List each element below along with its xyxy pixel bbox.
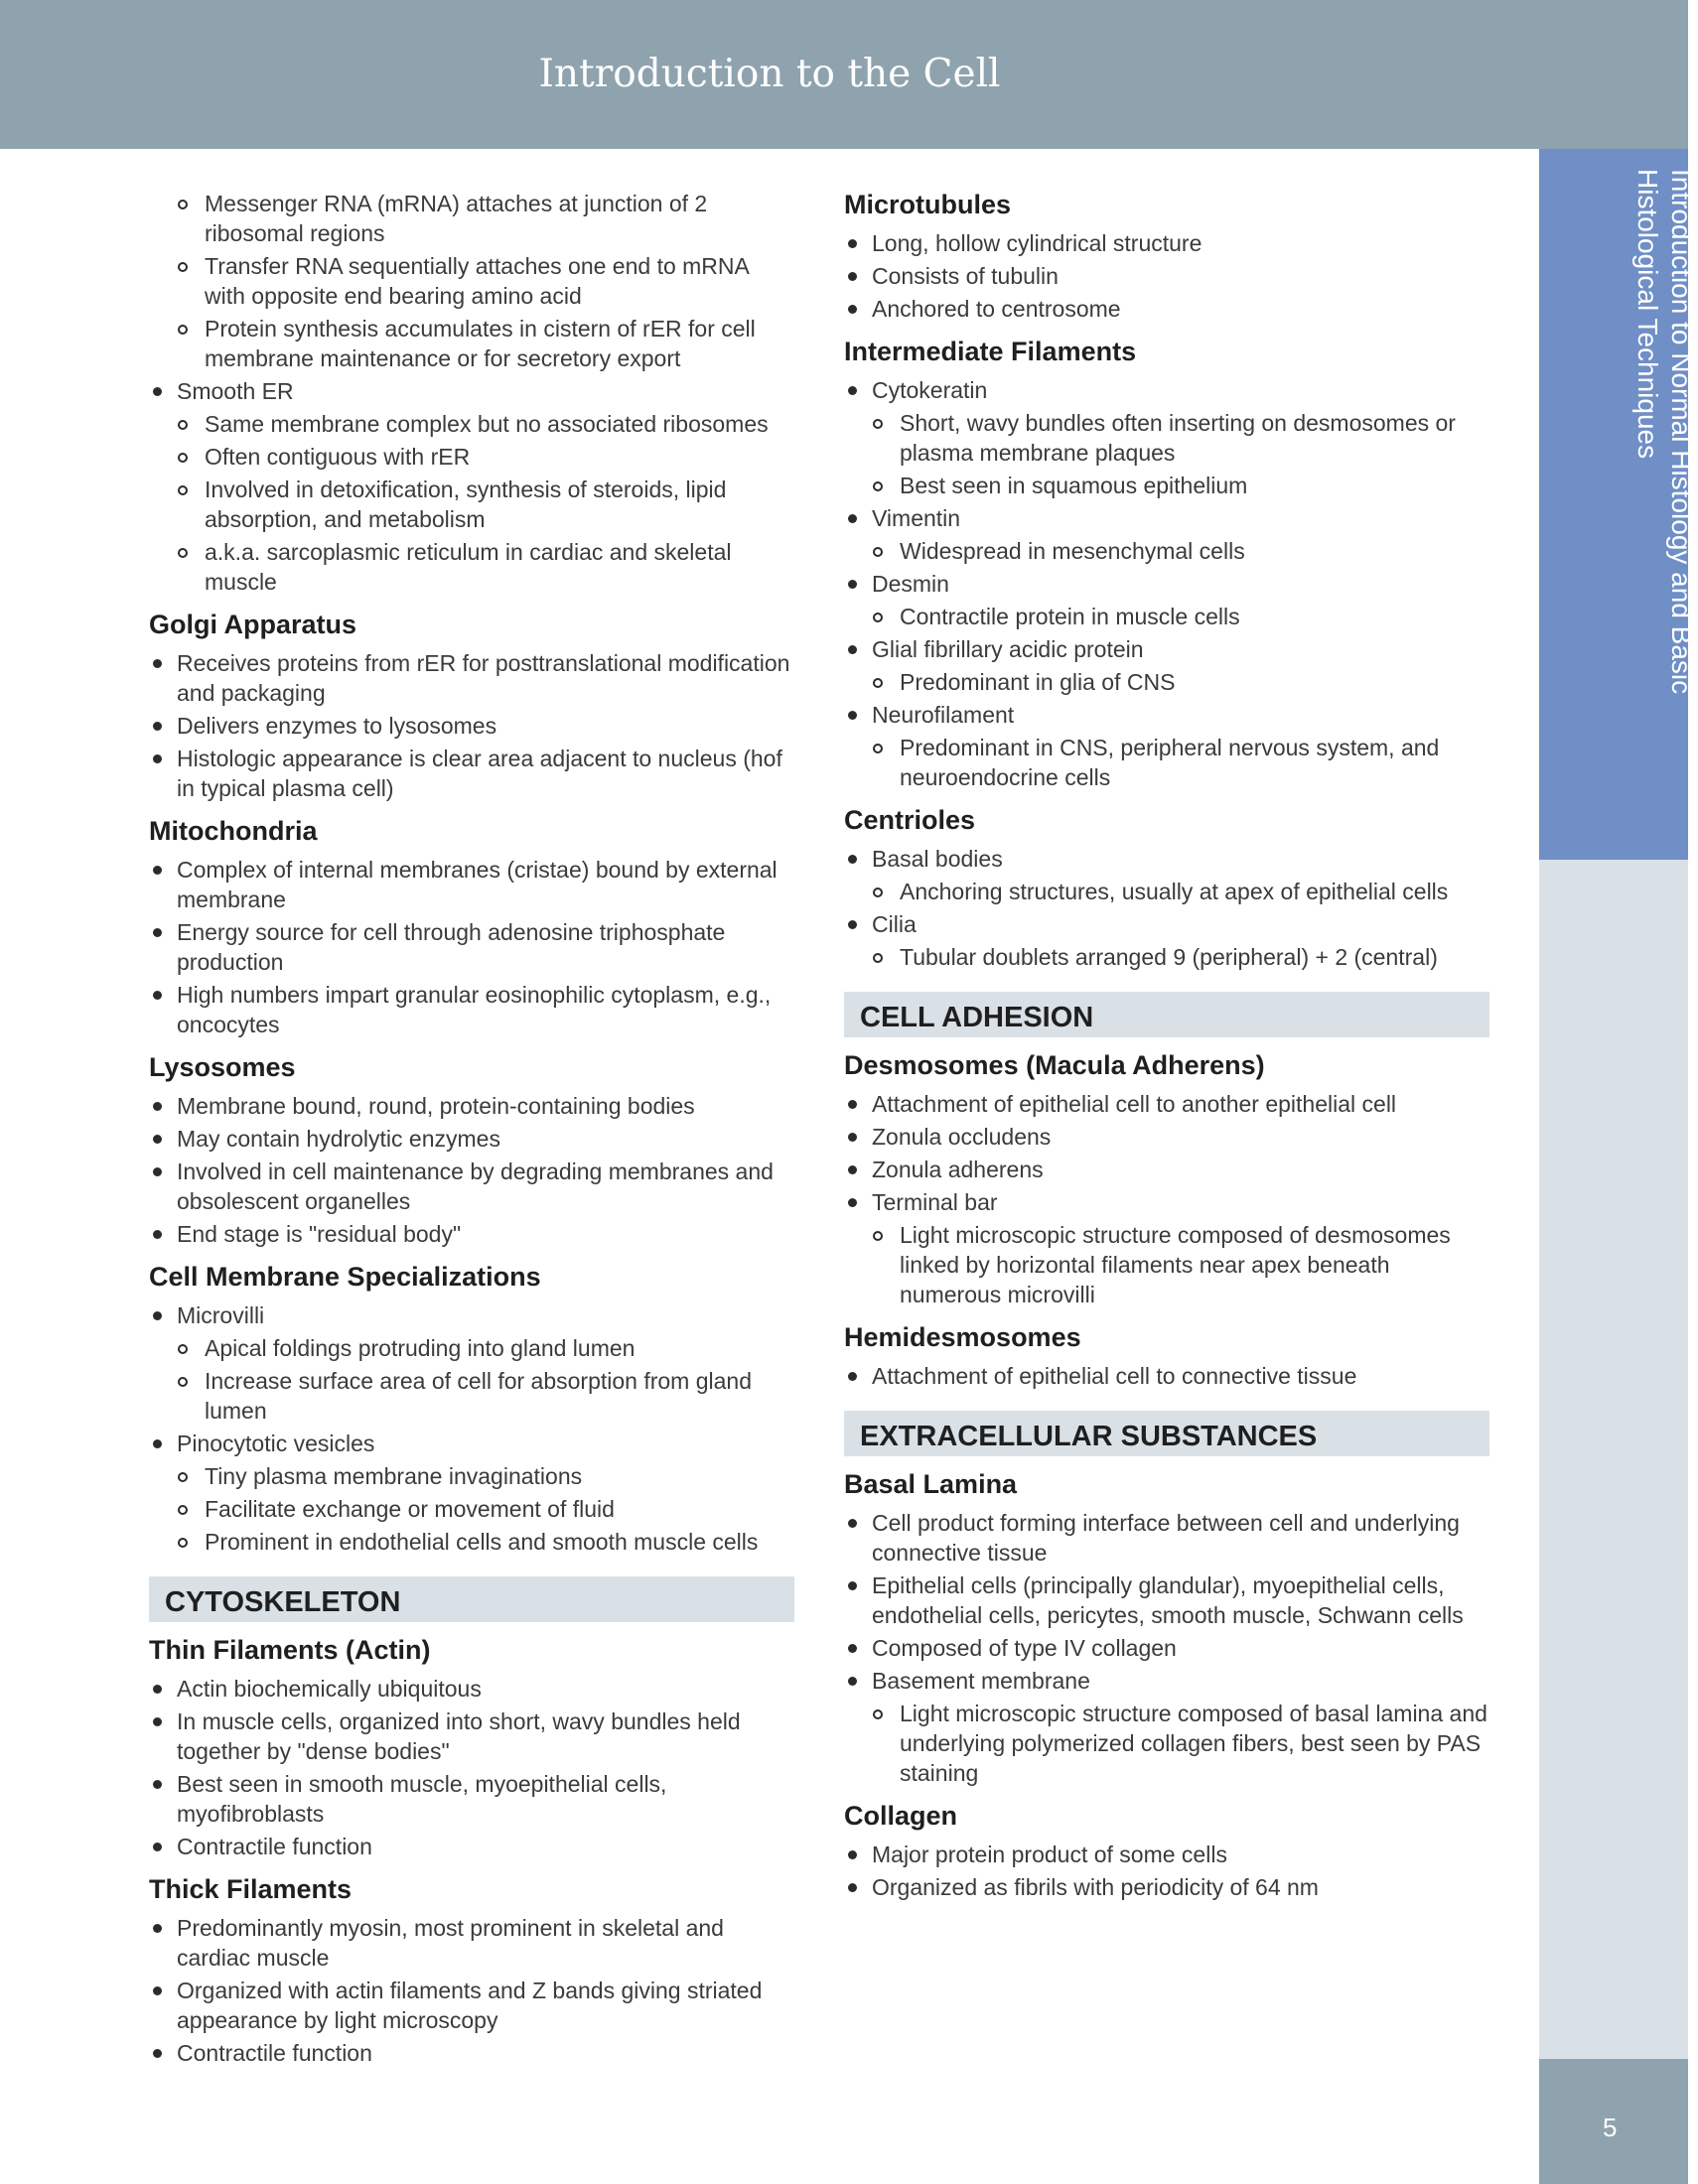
bullet-list [844, 1840, 1489, 1902]
list-item-text: Cilia [872, 911, 917, 937]
filled-bullet-icon [153, 1717, 162, 1726]
filled-bullet-icon [153, 1843, 162, 1851]
page-title: Introduction to the Cell [538, 52, 1001, 96]
list-item [149, 1157, 794, 1216]
hollow-bullet-icon [178, 262, 188, 272]
list-item-text: Protein synthesis accumulates in cistern of rER for cell membrane maintenance or for secretory export [205, 316, 756, 371]
filled-bullet-icon [848, 920, 857, 929]
hollow-bullet-icon [178, 485, 188, 495]
hollow-bullet-icon [873, 547, 883, 557]
list-item [149, 855, 794, 914]
hollow-bullet-icon [178, 548, 188, 558]
list-item-text: Attachment of epithelial cell to another epithelial cell [872, 1091, 1397, 1117]
sub-list-item [844, 471, 1489, 500]
section-subheading: Microtubules [844, 190, 1012, 219]
section-heading-band: EXTRACELLULAR SUBSTANCES [844, 1411, 1489, 1456]
section-subheading: Basal Lamina [844, 1469, 1018, 1499]
list-item-text: Organized as fibrils with periodicity of 64 nm [872, 1874, 1319, 1900]
list-item [844, 1361, 1489, 1391]
sub-list-item [149, 189, 794, 248]
list-item [149, 2038, 794, 2068]
filled-bullet-icon [153, 1167, 162, 1176]
section-subheading: Hemidesmosomes [844, 1322, 1081, 1352]
hollow-bullet-icon [178, 325, 188, 335]
list-item-text: Attachment of epithelial cell to connective tissue [872, 1363, 1357, 1389]
bullet-list [149, 855, 794, 1039]
section-subheading: Collagen [844, 1801, 958, 1831]
filled-bullet-icon [153, 722, 162, 731]
filled-bullet-icon [153, 1135, 162, 1144]
bullet-list [149, 1913, 794, 2068]
sub-list-item [149, 1527, 794, 1557]
filled-bullet-icon [153, 1780, 162, 1789]
hollow-bullet-icon [873, 744, 883, 753]
filled-bullet-icon [848, 514, 857, 523]
list-item [149, 1124, 794, 1154]
list-item [844, 294, 1489, 324]
filled-bullet-icon [848, 1165, 857, 1174]
bullet-list [149, 1300, 794, 1557]
list-item-text: Increase surface area of cell for absorption from gland lumen [205, 1368, 753, 1424]
filled-bullet-icon [153, 659, 162, 668]
list-item [844, 503, 1489, 533]
list-item-text: Apical foldings protruding into gland lumen [205, 1335, 636, 1361]
list-item-text: Anchoring structures, usually at apex of epithelial cells [900, 879, 1449, 904]
list-item [149, 1769, 794, 1829]
list-item-text: Major protein product of some cells [872, 1842, 1227, 1867]
filled-bullet-icon [848, 1100, 857, 1109]
list-item-text: Desmin [872, 571, 949, 597]
sub-list-item [844, 408, 1489, 468]
sub-list-item [149, 1461, 794, 1491]
sub-list-item [844, 877, 1489, 906]
list-item [844, 1633, 1489, 1663]
list-item-text: Neurofilament [872, 702, 1015, 728]
list-item-text: Consists of tubulin [872, 263, 1059, 289]
hollow-bullet-icon [873, 887, 883, 897]
list-item-text: Anchored to centrosome [872, 296, 1121, 322]
section-subheading: Mitochondria [149, 816, 318, 846]
list-item [149, 648, 794, 708]
sub-list-item [844, 667, 1489, 697]
list-item-text: Zonula adherens [872, 1157, 1044, 1182]
list-item [844, 844, 1489, 874]
list-item [149, 1219, 794, 1249]
sub-list-item [149, 1366, 794, 1426]
list-item-text: May contain hydrolytic enzymes [177, 1126, 500, 1152]
right-column [844, 189, 1489, 1905]
list-item-text: Terminal bar [872, 1189, 998, 1215]
list-item-text: Prominent in endothelial cells and smooth muscle cells [205, 1529, 759, 1555]
filled-bullet-icon [153, 1685, 162, 1694]
filled-bullet-icon [848, 1372, 857, 1381]
list-item [844, 1508, 1489, 1568]
section-subheading: Thin Filaments (Actin) [149, 1635, 431, 1665]
section-heading-band: CELL ADHESION [844, 992, 1489, 1037]
list-item-text: Predominant in glia of CNS [900, 669, 1176, 695]
sub-list-item [149, 1494, 794, 1524]
list-item-text: Involved in cell maintenance by degrading membranes and obsolescent organelles [177, 1159, 774, 1214]
list-item-text: Facilitate exchange or movement of fluid [205, 1496, 615, 1522]
list-item-text: Light microscopic structure composed of desmosomes linked by horizontal filaments near apex beneath numerous microvilli [900, 1222, 1451, 1307]
sub-list-item [149, 537, 794, 597]
filled-bullet-icon [153, 1439, 162, 1448]
filled-bullet-icon [848, 1883, 857, 1892]
bullet-list [844, 844, 1489, 972]
filled-bullet-icon [848, 1677, 857, 1686]
section-subheading: Desmosomes (Macula Adherens) [844, 1050, 1265, 1080]
list-item-text: In muscle cells, organized into short, wavy bundles held together by "dense bodies" [177, 1708, 741, 1764]
bullet-list [844, 1089, 1489, 1309]
filled-bullet-icon [848, 1850, 857, 1859]
filled-bullet-icon [848, 1644, 857, 1653]
section-subheading: Lysosomes [149, 1052, 296, 1082]
list-item-text: Smooth ER [177, 378, 294, 404]
list-item-text: Contractile function [177, 2040, 372, 2066]
filled-bullet-icon [153, 1986, 162, 1995]
section-subheading: Cell Membrane Specializations [149, 1262, 541, 1292]
section-heading-band: CYTOSKELETON [149, 1576, 794, 1622]
list-item-text: Organized with actin filaments and Z bands giving striated appearance by light microscopy [177, 1978, 763, 2033]
hollow-bullet-icon [178, 420, 188, 430]
hollow-bullet-icon [873, 481, 883, 491]
hollow-bullet-icon [873, 953, 883, 963]
filled-bullet-icon [153, 1924, 162, 1933]
filled-bullet-icon [848, 305, 857, 314]
list-item-text: Cytokeratin [872, 377, 988, 403]
list-item-text: Actin biochemically ubiquitous [177, 1676, 482, 1702]
list-item-text: Tiny plasma membrane invaginations [205, 1463, 583, 1489]
list-item [844, 228, 1489, 258]
list-item-text: Often contiguous with rER [205, 444, 471, 470]
left-column [149, 189, 794, 2071]
hollow-bullet-icon [873, 678, 883, 688]
filled-bullet-icon [848, 855, 857, 864]
list-item-text: Vimentin [872, 505, 961, 531]
hollow-bullet-icon [873, 1709, 883, 1719]
hollow-bullet-icon [178, 1538, 188, 1548]
hollow-bullet-icon [178, 1472, 188, 1482]
bullet-list [844, 228, 1489, 324]
list-item [149, 1429, 794, 1458]
list-item-text: Predominantly myosin, most prominent in skeletal and cardiac muscle [177, 1915, 724, 1971]
list-item-text: a.k.a. sarcoplasmic reticulum in cardiac and skeletal muscle [205, 539, 732, 595]
sub-list-item [844, 536, 1489, 566]
bullet-list [844, 1361, 1489, 1391]
list-item [149, 711, 794, 741]
list-item-text: Messenger RNA (mRNA) attaches at junction of 2 ribosomal regions [205, 191, 708, 246]
list-item [844, 1840, 1489, 1869]
list-item-text: Energy source for cell through adenosine triphosphate production [177, 919, 726, 975]
list-item [844, 1089, 1489, 1119]
list-item-text: Contractile function [177, 1834, 372, 1859]
list-item-text: Glial fibrillary acidic protein [872, 636, 1144, 662]
list-item [844, 1872, 1489, 1902]
filled-bullet-icon [848, 1133, 857, 1142]
list-item-text: Epithelial cells (principally glandular), myoepithelial cells, endothelial cells, pericytes, smooth muscle, Schwann cells [872, 1572, 1464, 1628]
list-item [149, 1913, 794, 1973]
sub-list-item [844, 942, 1489, 972]
list-item-text: High numbers impart granular eosinophilic cytoplasm, e.g., oncocytes [177, 982, 772, 1037]
filled-bullet-icon [848, 645, 857, 654]
sub-list-item [844, 733, 1489, 792]
filled-bullet-icon [848, 272, 857, 281]
list-item [844, 1187, 1489, 1217]
list-item-text: Composed of type IV collagen [872, 1635, 1177, 1661]
list-item-text: Zonula occludens [872, 1124, 1052, 1150]
list-item-text: Contractile protein in muscle cells [900, 604, 1240, 629]
list-item-text: Light microscopic structure composed of basal lamina and underlying polymerized collagen fibers, best seen by PAS staining [900, 1701, 1487, 1786]
section-subheading: Centrioles [844, 805, 976, 835]
page-number: 5 [1603, 2113, 1618, 2142]
list-item [844, 1570, 1489, 1630]
list-item [844, 909, 1489, 939]
bullet-list [149, 648, 794, 803]
list-item-text: Same membrane complex but no associated ribosomes [205, 411, 769, 437]
list-item-text: Short, wavy bundles often inserting on desmosomes or plasma membrane plaques [900, 410, 1456, 466]
list-item [149, 1674, 794, 1704]
filled-bullet-icon [153, 754, 162, 763]
sub-list-item [149, 251, 794, 311]
list-item-text: Microvilli [177, 1302, 265, 1328]
sub-list-item [149, 314, 794, 373]
list-item-text: Best seen in smooth muscle, myoepithelial cells, myofibroblasts [177, 1771, 667, 1827]
list-item-text: Tubular doublets arranged 9 (peripheral) + 2 (central) [900, 944, 1438, 970]
list-item [844, 569, 1489, 599]
list-item-text: End stage is "residual body" [177, 1221, 462, 1247]
sub-list-item [149, 475, 794, 534]
bullet-list [844, 375, 1489, 792]
bullet-list [149, 1674, 794, 1861]
bullet-list [149, 189, 794, 597]
bullet-list [844, 1508, 1489, 1788]
filled-bullet-icon [848, 580, 857, 589]
list-item-text: Widespread in mesenchymal cells [900, 538, 1245, 564]
list-item [149, 1091, 794, 1121]
sub-list-item [844, 1220, 1489, 1309]
filled-bullet-icon [153, 387, 162, 396]
list-item-text: Transfer RNA sequentially attaches one end to mRNA with opposite end bearing amino acid [205, 253, 749, 309]
sub-list-item [149, 1333, 794, 1363]
list-item [149, 1300, 794, 1330]
hollow-bullet-icon [873, 419, 883, 429]
filled-bullet-icon [848, 386, 857, 395]
chapter-tab-label: Introduction to Normal Histology and Basic Histological Techniques [1632, 169, 1697, 695]
list-item [844, 261, 1489, 291]
list-item [149, 376, 794, 406]
list-item [149, 744, 794, 803]
list-item-text: Predominant in CNS, peripheral nervous system, and neuroendocrine cells [900, 735, 1440, 790]
list-item [149, 1976, 794, 2035]
side-strip-top [1539, 0, 1688, 149]
list-item-text: Cell product forming interface between cell and underlying connective tissue [872, 1510, 1460, 1566]
list-item-text: Pinocytotic vesicles [177, 1431, 375, 1456]
list-item-text: Complex of internal membranes (cristae) bound by external membrane [177, 857, 778, 912]
hollow-bullet-icon [178, 453, 188, 463]
filled-bullet-icon [153, 2049, 162, 2058]
filled-bullet-icon [153, 1230, 162, 1239]
list-item [149, 980, 794, 1039]
filled-bullet-icon [153, 991, 162, 1000]
list-item-text: Histologic appearance is clear area adjacent to nucleus (hof in typical plasma cell) [177, 746, 782, 801]
sub-list-item [149, 409, 794, 439]
bullet-list [149, 1091, 794, 1249]
section-subheading: Thick Filaments [149, 1874, 353, 1904]
list-item [844, 1666, 1489, 1696]
hollow-bullet-icon [178, 1377, 188, 1387]
sub-list-item [844, 602, 1489, 631]
list-item [149, 1706, 794, 1766]
section-subheading: Golgi Apparatus [149, 610, 357, 639]
filled-bullet-icon [153, 928, 162, 937]
hollow-bullet-icon [178, 1344, 188, 1354]
filled-bullet-icon [153, 866, 162, 875]
list-item-text: Basal bodies [872, 846, 1003, 872]
sub-list-item [844, 1699, 1489, 1788]
hollow-bullet-icon [178, 1505, 188, 1515]
filled-bullet-icon [848, 1519, 857, 1528]
list-item [844, 700, 1489, 730]
list-item [844, 375, 1489, 405]
hollow-bullet-icon [873, 1231, 883, 1241]
list-item-text: Best seen in squamous epithelium [900, 473, 1248, 498]
list-item-text: Involved in detoxification, synthesis of steroids, lipid absorption, and metabolism [205, 477, 727, 532]
list-item-text: Long, hollow cylindrical structure [872, 230, 1203, 256]
filled-bullet-icon [848, 1581, 857, 1590]
section-subheading: Intermediate Filaments [844, 337, 1137, 366]
list-item-text: Membrane bound, round, protein-containing bodies [177, 1093, 695, 1119]
list-item-text: Basement membrane [872, 1668, 1090, 1694]
list-item [844, 1155, 1489, 1184]
filled-bullet-icon [153, 1102, 162, 1111]
filled-bullet-icon [848, 1198, 857, 1207]
list-item [844, 634, 1489, 664]
list-item-text: Delivers enzymes to lysosomes [177, 713, 497, 739]
list-item [149, 917, 794, 977]
filled-bullet-icon [153, 1311, 162, 1320]
list-item-text: Receives proteins from rER for posttranslational modification and packaging [177, 650, 790, 706]
filled-bullet-icon [848, 711, 857, 720]
filled-bullet-icon [848, 239, 857, 248]
sub-list-item [149, 442, 794, 472]
hollow-bullet-icon [873, 613, 883, 622]
list-item [149, 1832, 794, 1861]
list-item [844, 1122, 1489, 1152]
hollow-bullet-icon [178, 200, 188, 209]
